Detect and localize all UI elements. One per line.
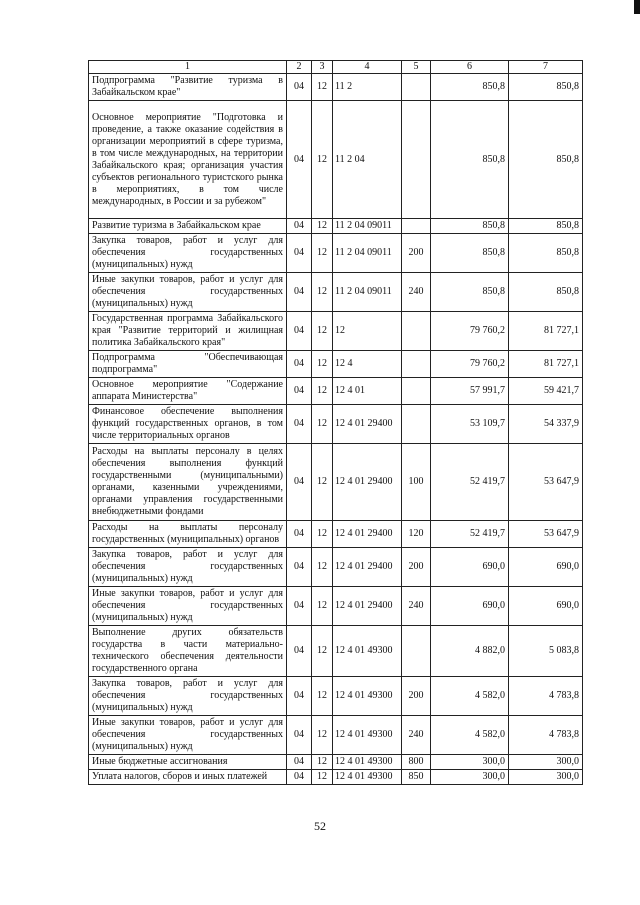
row-amount-col6-cell: 850,8 (431, 219, 509, 234)
row-amount-col6-cell: 690,0 (431, 587, 509, 626)
table-row (89, 770, 583, 785)
header-col-6: 6 (431, 61, 509, 74)
row-ved-cell: 04 (287, 74, 312, 101)
row-amount-col6-cell: 79 760,2 (431, 351, 509, 378)
table-row (89, 548, 583, 587)
row-section-cell: 12 (312, 716, 333, 755)
table-row (89, 234, 583, 273)
row-target-code-cell: 12 (333, 312, 402, 351)
row-target-code-cell: 11 2 04 09011 (333, 219, 402, 234)
row-target-code-cell: 12 4 01 29400 (333, 548, 402, 587)
table-row (89, 444, 583, 521)
row-name-cell: Закупка товаров, работ и услуг для обеспечения государственных (муниципальных) нужд (89, 234, 287, 273)
row-ved-cell: 04 (287, 548, 312, 587)
row-amount-col7-cell: 81 727,1 (509, 351, 583, 378)
row-name-cell: Основное мероприятие "Содержание аппарата Министерства" (89, 378, 287, 405)
budget-table (88, 60, 583, 785)
row-expense-type-cell: 800 (402, 755, 431, 770)
row-ved-cell: 04 (287, 587, 312, 626)
row-name-cell: Иные закупки товаров, работ и услуг для обеспечения государственных (муниципальных) нужд (89, 716, 287, 755)
row-expense-type-cell: 850 (402, 770, 431, 785)
row-ved-cell: 04 (287, 351, 312, 378)
row-name-cell: Подпрограмма "Обеспечивающая подпрограмма" (89, 351, 287, 378)
header-col-1: 1 (89, 61, 287, 74)
row-target-code-cell: 12 4 01 29400 (333, 521, 402, 548)
row-amount-col7-cell: 53 647,9 (509, 444, 583, 521)
table-row (89, 74, 583, 101)
row-amount-col7-cell: 81 727,1 (509, 312, 583, 351)
row-name-cell: Закупка товаров, работ и услуг для обеспечения государственных (муниципальных) нужд (89, 677, 287, 716)
row-expense-type-cell (402, 405, 431, 444)
row-amount-col6-cell: 52 419,7 (431, 521, 509, 548)
row-ved-cell: 04 (287, 273, 312, 312)
row-name-cell: Расходы на выплаты персоналу в целях обеспечения выполнения функций государственными (муниципальными) органами, казенными учреждениями, органами управления государственными внебюджетными фондами (89, 444, 287, 521)
row-ved-cell: 04 (287, 626, 312, 677)
row-amount-col6-cell: 300,0 (431, 770, 509, 785)
row-expense-type-cell: 200 (402, 548, 431, 587)
row-name-cell: Иные бюджетные ассигнования (89, 755, 287, 770)
row-amount-col6-cell: 79 760,2 (431, 312, 509, 351)
row-amount-col7-cell: 850,8 (509, 273, 583, 312)
row-expense-type-cell (402, 219, 431, 234)
row-name-cell: Иные закупки товаров, работ и услуг для обеспечения государственных (муниципальных) нужд (89, 587, 287, 626)
row-expense-type-cell: 100 (402, 444, 431, 521)
row-name-cell: Иные закупки товаров, работ и услуг для обеспечения государственных (муниципальных) нужд (89, 273, 287, 312)
table-row (89, 378, 583, 405)
row-name-cell: Расходы на выплаты персоналу государственных (муниципальных) органов (89, 521, 287, 548)
row-target-code-cell: 11 2 04 09011 (333, 273, 402, 312)
row-section-cell: 12 (312, 587, 333, 626)
row-target-code-cell: 12 4 01 49300 (333, 755, 402, 770)
row-amount-col7-cell: 850,8 (509, 74, 583, 101)
table-row (89, 587, 583, 626)
row-expense-type-cell: 200 (402, 234, 431, 273)
table-body (89, 74, 583, 785)
row-name-cell: Государственная программа Забайкальского края "Развитие территорий и жилищная политика Забайкальского края" (89, 312, 287, 351)
row-ved-cell: 04 (287, 521, 312, 548)
row-target-code-cell: 12 4 01 49300 (333, 677, 402, 716)
row-section-cell: 12 (312, 444, 333, 521)
row-section-cell: 12 (312, 770, 333, 785)
row-target-code-cell: 12 4 01 29400 (333, 587, 402, 626)
row-section-cell: 12 (312, 677, 333, 716)
row-ved-cell: 04 (287, 716, 312, 755)
row-section-cell: 12 (312, 273, 333, 312)
row-amount-col6-cell: 4 882,0 (431, 626, 509, 677)
row-section-cell: 12 (312, 101, 333, 219)
row-section-cell: 12 (312, 521, 333, 548)
header-col-4: 4 (333, 61, 402, 74)
row-section-cell: 12 (312, 548, 333, 587)
row-target-code-cell: 12 4 01 49300 (333, 770, 402, 785)
table-row (89, 677, 583, 716)
row-amount-col7-cell: 850,8 (509, 234, 583, 273)
row-amount-col6-cell: 850,8 (431, 74, 509, 101)
table-header-row (89, 61, 583, 74)
row-name-cell: Закупка товаров, работ и услуг для обеспечения государственных (муниципальных) нужд (89, 548, 287, 587)
row-expense-type-cell: 120 (402, 521, 431, 548)
row-amount-col6-cell: 4 582,0 (431, 716, 509, 755)
row-target-code-cell: 11 2 04 09011 (333, 234, 402, 273)
row-ved-cell: 04 (287, 677, 312, 716)
row-amount-col7-cell: 54 337,9 (509, 405, 583, 444)
row-amount-col7-cell: 300,0 (509, 755, 583, 770)
row-target-code-cell: 12 4 (333, 351, 402, 378)
header-col-5: 5 (402, 61, 431, 74)
row-ved-cell: 04 (287, 378, 312, 405)
table-row (89, 521, 583, 548)
row-expense-type-cell: 240 (402, 273, 431, 312)
row-amount-col7-cell: 53 647,9 (509, 521, 583, 548)
row-amount-col7-cell: 300,0 (509, 770, 583, 785)
row-target-code-cell: 12 4 01 29400 (333, 444, 402, 521)
row-ved-cell: 04 (287, 405, 312, 444)
table-row (89, 219, 583, 234)
row-amount-col7-cell: 850,8 (509, 219, 583, 234)
row-expense-type-cell: 240 (402, 716, 431, 755)
row-amount-col6-cell: 300,0 (431, 755, 509, 770)
row-section-cell: 12 (312, 378, 333, 405)
row-amount-col6-cell: 52 419,7 (431, 444, 509, 521)
row-name-cell: Подпрограмма "Развитие туризма в Забайкальском крае" (89, 74, 287, 101)
row-ved-cell: 04 (287, 101, 312, 219)
table-row (89, 755, 583, 770)
row-amount-col7-cell: 5 083,8 (509, 626, 583, 677)
table-row (89, 716, 583, 755)
header-col-3: 3 (312, 61, 333, 74)
row-amount-col7-cell: 850,8 (509, 101, 583, 219)
row-target-code-cell: 12 4 01 (333, 378, 402, 405)
row-ved-cell: 04 (287, 312, 312, 351)
row-expense-type-cell (402, 378, 431, 405)
table-row (89, 273, 583, 312)
header-col-2: 2 (287, 61, 312, 74)
row-section-cell: 12 (312, 755, 333, 770)
row-expense-type-cell (402, 351, 431, 378)
row-target-code-cell: 12 4 01 49300 (333, 716, 402, 755)
row-amount-col7-cell: 690,0 (509, 548, 583, 587)
row-expense-type-cell (402, 101, 431, 219)
row-ved-cell: 04 (287, 755, 312, 770)
row-amount-col7-cell: 59 421,7 (509, 378, 583, 405)
row-amount-col7-cell: 4 783,8 (509, 716, 583, 755)
table-row (89, 626, 583, 677)
row-name-cell: Финансовое обеспечение выполнения функций государственных органов, в том числе территориальных органов (89, 405, 287, 444)
row-expense-type-cell: 240 (402, 587, 431, 626)
table-row (89, 351, 583, 378)
table-row (89, 312, 583, 351)
scan-edge-mark (634, 0, 640, 14)
row-amount-col7-cell: 4 783,8 (509, 677, 583, 716)
row-amount-col7-cell: 690,0 (509, 587, 583, 626)
row-section-cell: 12 (312, 626, 333, 677)
row-section-cell: 12 (312, 219, 333, 234)
row-expense-type-cell: 200 (402, 677, 431, 716)
row-name-cell: Основное мероприятие "Подготовка и проведение, а также оказание содействия в организации мероприятий в сфере туризма, в том числе международных, на территории Забайкальского края; организация участия субъектов регионального туристского рынка в мероприятиях, в том числе международных, в России и за рубежом" (89, 101, 287, 219)
row-amount-col6-cell: 57 991,7 (431, 378, 509, 405)
row-target-code-cell: 11 2 (333, 74, 402, 101)
row-amount-col6-cell: 4 582,0 (431, 677, 509, 716)
row-section-cell: 12 (312, 234, 333, 273)
row-section-cell: 12 (312, 74, 333, 101)
row-expense-type-cell (402, 312, 431, 351)
row-amount-col6-cell: 850,8 (431, 273, 509, 312)
table-row (89, 405, 583, 444)
row-ved-cell: 04 (287, 219, 312, 234)
row-target-code-cell: 12 4 01 49300 (333, 626, 402, 677)
row-amount-col6-cell: 53 109,7 (431, 405, 509, 444)
row-name-cell: Развитие туризма в Забайкальском крае (89, 219, 287, 234)
row-expense-type-cell (402, 74, 431, 101)
row-section-cell: 12 (312, 351, 333, 378)
page-number: 52 (314, 819, 326, 833)
row-amount-col6-cell: 690,0 (431, 548, 509, 587)
row-amount-col6-cell: 850,8 (431, 234, 509, 273)
table-row (89, 101, 583, 219)
row-section-cell: 12 (312, 312, 333, 351)
row-name-cell: Уплата налогов, сборов и иных платежей (89, 770, 287, 785)
row-target-code-cell: 12 4 01 29400 (333, 405, 402, 444)
row-ved-cell: 04 (287, 444, 312, 521)
row-target-code-cell: 11 2 04 (333, 101, 402, 219)
row-ved-cell: 04 (287, 234, 312, 273)
row-expense-type-cell (402, 626, 431, 677)
header-col-7: 7 (509, 61, 583, 74)
row-amount-col6-cell: 850,8 (431, 101, 509, 219)
row-ved-cell: 04 (287, 770, 312, 785)
row-section-cell: 12 (312, 405, 333, 444)
row-name-cell: Выполнение других обязательств государства в части материально-технического обеспечения деятельности государственного органа (89, 626, 287, 677)
